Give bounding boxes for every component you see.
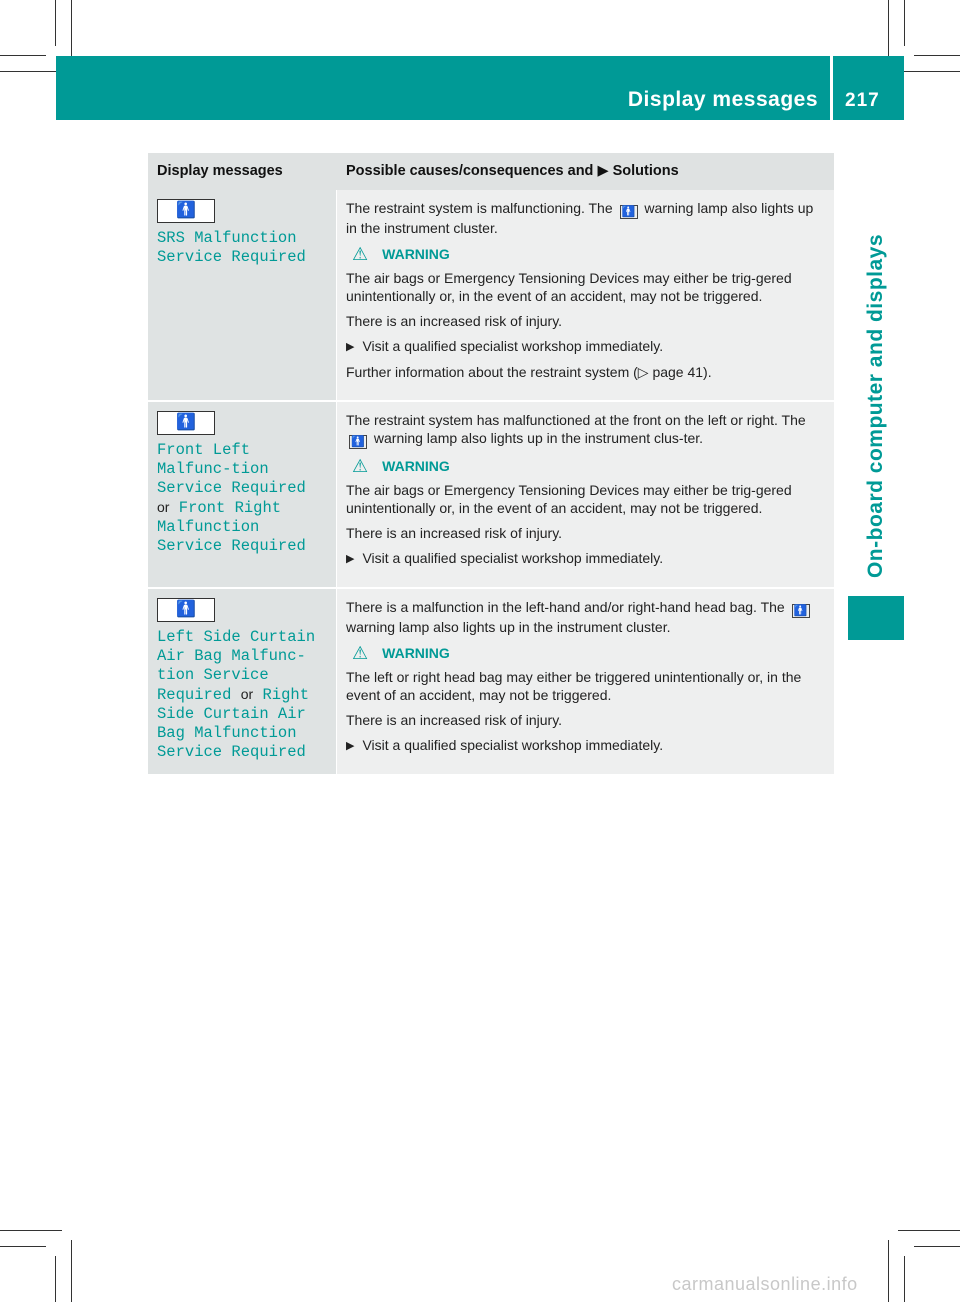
warning-heading: ⚠ WARNING	[352, 643, 450, 663]
header-divider	[830, 56, 833, 120]
display-message: Left Side Curtain Air Bag Malfunc-tion Service Required or Right Side Curtain Air Bag Malfunction Service Required	[157, 628, 316, 761]
action-item: ▶ Visit a qualified specialist workshop immediately.	[346, 338, 664, 354]
table-row	[148, 402, 834, 589]
warning-heading: ⚠ WARNING	[352, 244, 450, 264]
airbag-warning-icon: 🚹	[157, 598, 215, 622]
warning-heading: ⚠ WARNING	[352, 456, 450, 476]
action-item: ▶ Visit a qualified specialist workshop immediately.	[346, 550, 664, 566]
side-section-marker	[848, 596, 904, 640]
solution-arrow-icon: ▶	[346, 341, 355, 353]
solution-cell	[337, 589, 834, 776]
risk-text: There is an increased risk of injury.	[346, 525, 563, 541]
warning-triangle-icon: ⚠	[352, 244, 369, 264]
column-header-messages: Display messages	[148, 153, 337, 190]
crop-mark	[898, 71, 960, 72]
airbag-warning-icon: 🚹	[157, 199, 215, 223]
intro-text: There is a malfunction in the left-hand and/or right-hand head bag. The 🚹 warning lamp also lights up in the instrument cluster.	[346, 598, 825, 636]
airbag-warning-icon: 🚹	[157, 411, 215, 435]
watermark: carmanualsonline.info	[672, 1274, 858, 1294]
crop-mark	[898, 1230, 960, 1231]
solution-arrow-icon: ▶	[346, 553, 355, 565]
crop-mark	[71, 1240, 72, 1302]
crop-mark	[904, 0, 905, 46]
page-number: 217	[845, 90, 880, 111]
table-row	[148, 190, 834, 402]
crop-mark	[914, 55, 960, 56]
warning-text: The air bags or Emergency Tensioning Devices may either be trig-gered unintentionally or, in the event of an accident, may not be triggered.	[346, 270, 792, 304]
crop-mark	[914, 1246, 960, 1247]
crop-mark	[0, 71, 62, 72]
crop-mark	[55, 0, 56, 46]
further-info: Further information about the restraint system (▷ page 41).	[346, 364, 712, 380]
column-header-solutions: Possible causes/consequences and ▶ Solutions	[337, 153, 834, 190]
display-messages-table	[148, 153, 834, 776]
solution-cell	[337, 190, 834, 402]
crop-mark	[71, 0, 72, 62]
crop-mark	[888, 1240, 889, 1302]
crop-mark	[904, 1256, 905, 1302]
message-cell	[148, 589, 337, 776]
crop-mark	[0, 55, 46, 56]
warning-text: The left or right head bag may either be triggered unintentionally or, in the event of an accident, may not be triggered.	[346, 669, 802, 703]
airbag-warning-icon: 🚹	[792, 604, 810, 618]
warning-text: The air bags or Emergency Tensioning Devices may either be trig-gered unintentionally or, in the event of an accident, may not be triggered.	[346, 482, 792, 516]
solution-arrow-icon: ▶	[346, 740, 355, 752]
side-section-tab	[848, 226, 904, 586]
crop-mark	[0, 1246, 46, 1247]
airbag-warning-icon: 🚹	[620, 205, 638, 219]
crop-mark	[888, 0, 889, 62]
intro-text: The restraint system is malfunctioning. The 🚹 warning lamp also lights up in the instrument cluster.	[346, 200, 814, 236]
table-row	[148, 589, 834, 776]
warning-triangle-icon: ⚠	[352, 643, 369, 663]
message-cell	[148, 402, 337, 589]
header-title: Display messages	[627, 88, 818, 111]
display-message: Front Left Malfunc-tion Service Required or Front Right Malfunction Service Required	[157, 441, 306, 555]
display-message: SRS Malfunction Service Required	[157, 229, 306, 266]
airbag-warning-icon: 🚹	[349, 435, 367, 449]
crop-mark	[0, 1230, 62, 1231]
risk-text: There is an increased risk of injury.	[346, 313, 563, 329]
crop-mark	[55, 1256, 56, 1302]
warning-triangle-icon: ⚠	[352, 456, 369, 476]
solution-cell	[337, 402, 834, 589]
message-cell	[148, 190, 337, 402]
intro-text: The restraint system has malfunctioned at the front on the left or right. The 🚹 warning lamp also lights up in the instrument clus-ter.	[346, 412, 806, 448]
side-section-label: On-board computer and displays	[864, 233, 887, 579]
action-item: ▶ Visit a qualified specialist workshop immediately.	[346, 737, 664, 753]
table-header-row	[148, 153, 834, 190]
risk-text: There is an increased risk of injury.	[346, 712, 563, 728]
